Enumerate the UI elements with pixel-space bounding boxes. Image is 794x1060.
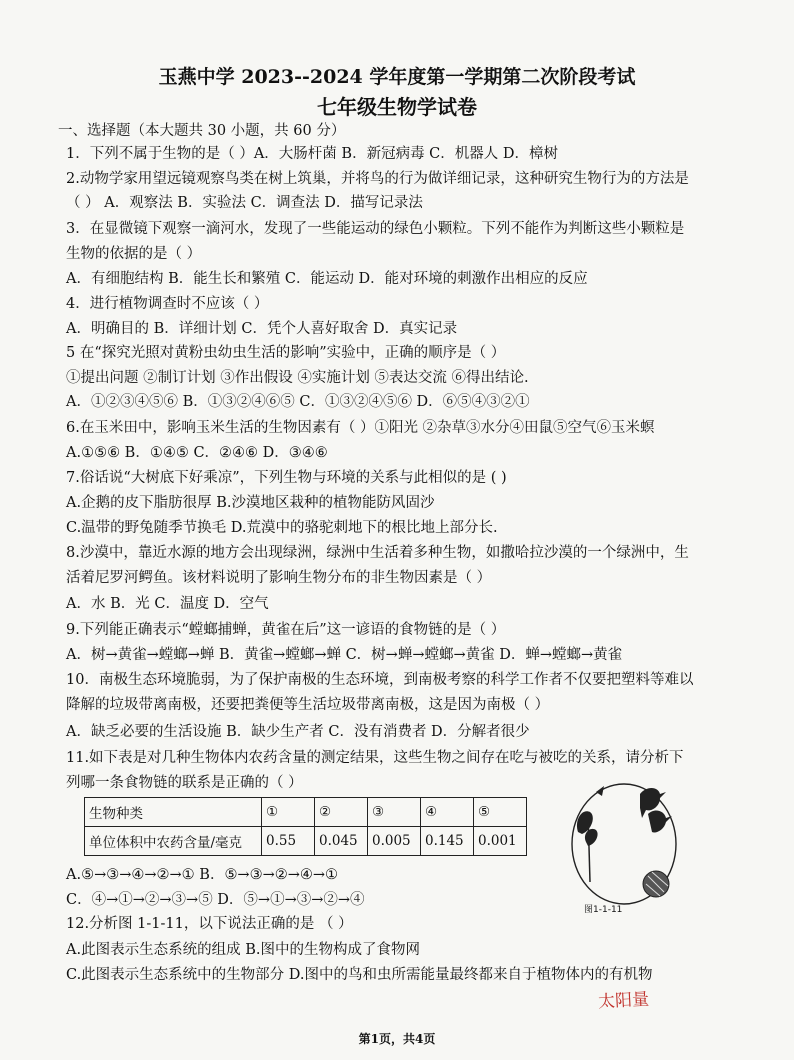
exam-subtitle: 七年级生物学试卷	[317, 95, 477, 119]
table-cell: 0.001	[474, 827, 527, 856]
question-8-stem-cont: 活着尼罗河鳄鱼。该材料说明了影响生物分布的非生物因素是（ ）	[66, 570, 492, 586]
plant-leaf-icon	[585, 829, 598, 846]
table-col-2: ②	[315, 798, 368, 827]
section-heading: 一、选择题（本大题共 30 小题，共 60 分）	[58, 123, 346, 139]
question-7-stem: 7.俗话说“大树底下好乘凉”，下列生物与环境的关系与此相似的是 ( )	[66, 470, 507, 486]
question-11-stem-cont: 列哪一条食物链的联系是正确的（ ）	[66, 775, 303, 791]
question-5-stem: 5 在“探究光照对黄粉虫幼虫生活的影响”实验中，正确的顺序是（ ）	[66, 345, 506, 361]
table-cell: 0.005	[368, 827, 421, 856]
table-row	[85, 827, 527, 856]
question-11-stem: 11.如下表是对几种生物体内农药含量的测定结果，这些生物之间存在吃与被吃的关系，请分析下	[66, 750, 684, 766]
question-10-stem: 10．南极生态环境脆弱，为了保护南极的生态环境，到南极考察的科学工作者不仅要把塑料等难以	[66, 672, 694, 688]
figure-caption: 图1-1-11	[584, 905, 623, 915]
table-header-label: 生物种类	[85, 798, 262, 827]
table-cell: 0.55	[262, 827, 315, 856]
cycle-arrowhead	[596, 786, 604, 796]
question-11-options-ab: A.⑤→③→④→②→① B．⑤→③→②→④→①	[66, 867, 339, 883]
question-6-options: A.①⑤⑥ B．①④⑤ C．②④⑥ D．③④⑥	[66, 445, 328, 461]
question-8-options: A．水 B．光 C．温度 D．空气	[66, 596, 269, 612]
question-2-options: （ ） A．观察法 B．实验法 C．调查法 D．描写记录法	[66, 195, 423, 211]
question-6-stem: 6.在玉米田中，影响玉米生活的生物因素有（ ）①阳光 ②杂草③水分④田鼠⑤空气⑥玉米螟	[66, 420, 655, 436]
handwritten-note: 太阳量	[597, 989, 650, 1013]
question-4-options: A．明确目的 B．详细计划 C．凭个人喜好取舍 D．真实记录	[66, 321, 458, 337]
table-cell: 0.045	[315, 827, 368, 856]
question-9-options: A．树→黄雀→螳螂→蝉 B．黄雀→螳螂→蝉 C．树→蝉→螳螂→黄雀 D．蝉→螳螂→黄雀	[66, 647, 623, 663]
ecosystem-cycle-diagram	[556, 772, 686, 912]
question-9-stem: 9.下列能正确表示“螳螂捕蝉，黄雀在后”这一谚语的食物链的是（ ）	[66, 622, 506, 638]
question-7-options-ab: A.企鹅的皮下脂肪很厚 B.沙漠地区栽种的植物能防风固沙	[66, 495, 435, 511]
question-4-stem: 4．进行植物调查时不应该（ ）	[66, 296, 269, 312]
exam-title: 玉燕中学 2023--2024 学年度第一学期第二次阶段考试	[158, 66, 636, 88]
question-2-stem: 2.动物学家用望远镜观察鸟类在树上筑巢，并将鸟的行为做详细记录，这种研究生物行为的方法是	[66, 171, 689, 187]
table-cell: 0.145	[421, 827, 474, 856]
question-12-options-ab: A.此图表示生态系统的组成 B.图中的生物构成了食物网	[66, 942, 420, 958]
question-12-options-cd: C.此图表示生态系统中的生物部分 D.图中的鸟和虫所需能量最终都来自于植物体内的有机物	[66, 967, 653, 983]
table-row-label: 单位体积中农药含量/毫克	[85, 827, 262, 856]
question-10-stem-cont: 降解的垃圾带离南极，还要把粪便等生活垃圾带离南极，这是因为南极（ ）	[66, 697, 550, 713]
table-col-4: ④	[421, 798, 474, 827]
question-8-stem: 8.沙漠中，靠近水源的地方会出现绿洲，绿洲中生活着多种生物，如撒哈拉沙漠的一个绿洲中，生	[66, 545, 689, 561]
question-3-stem: 3．在显微镜下观察一滴河水，发现了一些能运动的绿色小颗粒。下列不能作为判断这些小颗粒是	[66, 221, 685, 237]
question-12-stem: 12.分析图 1-1-11，以下说法正确的是 （ ）	[66, 916, 353, 932]
table-col-3: ③	[368, 798, 421, 827]
question-1: 1．下列不属于生物的是（ ）A．大肠杆菌 B．新冠病毒 C．机器人 D．樟树	[66, 146, 559, 162]
table-col-1: ①	[262, 798, 315, 827]
question-3-options: A．有细胞结构 B．能生长和繁殖 C．能运动 D．能对环境的刺激作出相应的反应	[66, 271, 588, 287]
question-7-options-cd: C.温带的野兔随季节换毛 D.荒漠中的骆驼刺地下的根比地上部分长.	[66, 520, 498, 536]
table-col-5: ⑤	[474, 798, 527, 827]
pesticide-table	[84, 797, 527, 856]
question-3-stem-cont: 生物的依据的是（ ）	[66, 246, 202, 262]
question-10-options: A．缺乏必要的生活设施 B．缺少生产者 C．没有消费者 D．分解者很少	[66, 724, 530, 740]
table-row	[85, 798, 527, 827]
question-5-options: A．①②③④⑤⑥ B．①③②④⑥⑤ C．①③②④⑤⑥ D．⑥⑤④③②①	[66, 394, 530, 410]
page-footer: 第1页，共4页	[358, 1032, 436, 1046]
question-5-steps: ①提出问题 ②制订计划 ③作出假设 ④实施计划 ⑤表达交流 ⑥得出结论.	[66, 370, 529, 386]
question-11-options-cd: C．④→①→②→③→⑤ D．⑤→①→③→②→④	[66, 892, 365, 908]
